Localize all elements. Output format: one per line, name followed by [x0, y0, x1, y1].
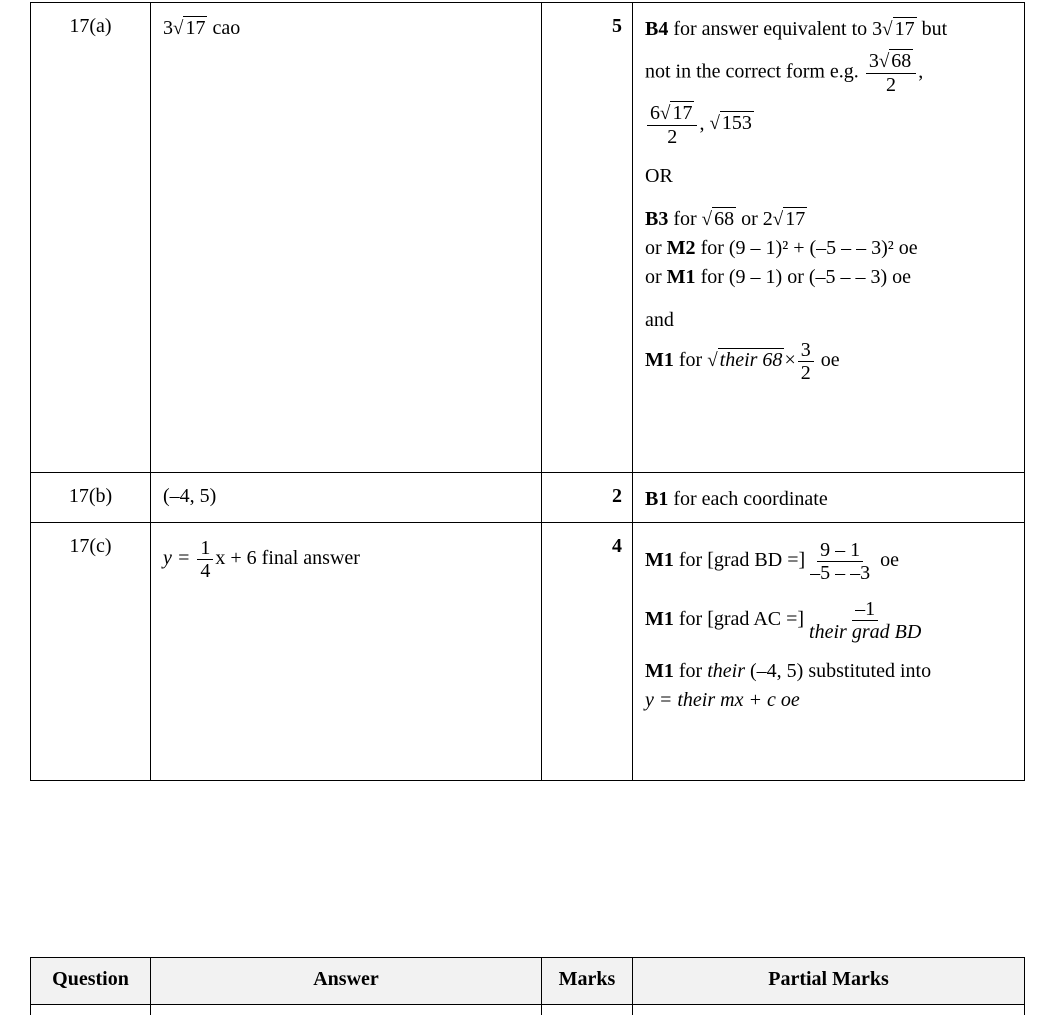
- answer-cell: [151, 473, 542, 523]
- denominator: 2: [664, 126, 680, 148]
- mark-text: for: [679, 349, 702, 371]
- empty-cell: [542, 1005, 633, 1015]
- m1b-line: M1 for √ their 68 × $\frac{3}{2}$ oe: [645, 339, 1014, 384]
- answer-value: (–4, 5): [163, 485, 216, 507]
- b4-example-line-2: $\frac{6√ 17}{2}$ , √ 153: [645, 102, 1014, 148]
- radicand: 68: [889, 49, 913, 72]
- radicand: 68: [712, 207, 736, 230]
- marks-value: 2: [612, 485, 622, 507]
- answer-radicand: 17: [183, 16, 207, 39]
- marks-cell: [542, 473, 633, 523]
- mark-text: for: [679, 549, 702, 571]
- m1c-line: [645, 657, 1014, 686]
- partial-marks-cell: [633, 523, 1025, 781]
- empty-cell: [633, 1005, 1025, 1015]
- mark-text: or: [741, 208, 758, 230]
- radicand: 17: [893, 17, 917, 40]
- question-cell: [31, 473, 151, 523]
- fraction: [197, 537, 213, 582]
- mark-text: for each coordinate: [673, 488, 827, 510]
- answer-rest: x + 6 final answer: [215, 547, 360, 569]
- table-row: [31, 3, 1025, 473]
- question-number: 17(a): [69, 15, 111, 37]
- empty-cell: [151, 1005, 542, 1015]
- header-partial-marks: Partial Marks: [633, 958, 1025, 1005]
- mark-text: for (9 – 1)² + (–5 – – 3)² oe: [701, 237, 918, 259]
- table-row: [31, 473, 1025, 523]
- denominator: 2: [883, 74, 899, 96]
- numerator: 3: [798, 339, 814, 362]
- m2-line: [645, 234, 1014, 263]
- fraction: [807, 539, 873, 584]
- example-fraction-1: $\frac{3√ 68}{2}$: [866, 50, 916, 96]
- radicand: 17: [783, 207, 807, 230]
- mark-code: B1: [645, 488, 668, 510]
- fraction: [806, 598, 924, 643]
- or-separator: OR: [645, 162, 1014, 191]
- answer-coefficient: 3: [163, 17, 173, 39]
- marks-value: 4: [612, 535, 622, 557]
- mark-text: for: [673, 208, 696, 230]
- table-row: [31, 523, 1025, 781]
- mark-text: (–4, 5) substituted into: [750, 660, 931, 682]
- answer-suffix: cao: [212, 17, 240, 39]
- partial-marks-cell: [633, 473, 1025, 523]
- bracket-text: [grad BD =]: [707, 549, 805, 571]
- example-fraction-2: $\frac{6√ 17}{2}$: [647, 102, 697, 148]
- answer-value: 3√ 17 cao: [163, 17, 240, 39]
- next-page-table: [30, 957, 1025, 1015]
- mark-text: oe: [880, 549, 899, 571]
- mark-code: M1: [667, 266, 696, 288]
- mark-text: their: [707, 660, 745, 682]
- question-cell: [31, 523, 151, 781]
- coef: 3: [869, 50, 879, 72]
- mark-code: M1: [645, 608, 674, 630]
- mark-text: but: [922, 18, 948, 40]
- empty-cell: [31, 1005, 151, 1015]
- b4-line: B4 for answer equivalent to 3√ 17 but: [645, 15, 1014, 44]
- mark-code: M1: [645, 349, 674, 371]
- radicand: their 68: [718, 348, 785, 371]
- mark-code: B4: [645, 18, 668, 40]
- mark-text: for answer equivalent to: [673, 18, 867, 40]
- b4-example-line: not in the correct form e.g. $\frac{3√ 68}{2}$ ,: [645, 50, 1014, 96]
- coef: 6: [650, 102, 660, 124]
- and-separator: and: [645, 306, 1014, 335]
- mark-scheme-table: [30, 2, 1025, 781]
- question-cell: [31, 3, 151, 473]
- marks-cell: [542, 3, 633, 473]
- mark-text: y = their mx + c oe: [645, 689, 800, 711]
- bracket-text: [grad AC =]: [707, 608, 804, 630]
- denominator: 4: [197, 560, 213, 582]
- numerator: 9 – 1: [817, 539, 863, 562]
- mark-code: B3: [645, 208, 668, 230]
- mark-text: for: [679, 660, 702, 682]
- b3-line: B3 for √ 68 or 2√ 17: [645, 205, 1014, 234]
- table-row: [31, 1005, 1025, 1015]
- answer-cell: [151, 3, 542, 473]
- m1c-line-2: [645, 686, 1014, 715]
- fraction: [798, 339, 814, 384]
- mark-text: or: [645, 266, 662, 288]
- denominator: –5 – –3: [807, 562, 873, 584]
- partial-marks-cell: [633, 3, 1025, 473]
- question-number: 17(c): [69, 535, 111, 557]
- example-radical-3: √ 153: [709, 109, 753, 138]
- answer-lhs: y =: [163, 547, 190, 569]
- mark-text: oe: [821, 349, 840, 371]
- m1-line: [645, 263, 1014, 292]
- mark-text: for (9 – 1) or (–5 – – 3) oe: [701, 266, 912, 288]
- mark-text: not in the correct form e.g.: [645, 61, 859, 83]
- answer-cell: [151, 523, 542, 781]
- header-question: Question: [31, 958, 151, 1005]
- marks-cell: [542, 523, 633, 781]
- times-sign: ×: [784, 349, 795, 371]
- denominator: 2: [798, 362, 814, 384]
- question-number: 17(b): [69, 485, 112, 507]
- mark-code: M1: [645, 660, 674, 682]
- m1a-line: [645, 539, 1014, 584]
- coef: 2: [763, 208, 773, 230]
- table-header-row: [31, 958, 1025, 1005]
- denominator: their grad BD: [806, 621, 924, 643]
- mark-text: or: [645, 237, 662, 259]
- marks-value: 5: [612, 15, 622, 37]
- header-marks: Marks: [542, 958, 633, 1005]
- mark-text: for: [679, 608, 702, 630]
- numerator: 1: [197, 537, 213, 560]
- coef: 3: [872, 18, 882, 40]
- radicand: 17: [670, 101, 694, 124]
- radicand: 153: [720, 111, 754, 134]
- header-answer: Answer: [151, 958, 542, 1005]
- m1b-line: [645, 598, 1014, 643]
- answer-value: [163, 547, 360, 569]
- mark-code: M2: [667, 237, 696, 259]
- numerator: –1: [852, 598, 878, 621]
- mark-code: M1: [645, 549, 674, 571]
